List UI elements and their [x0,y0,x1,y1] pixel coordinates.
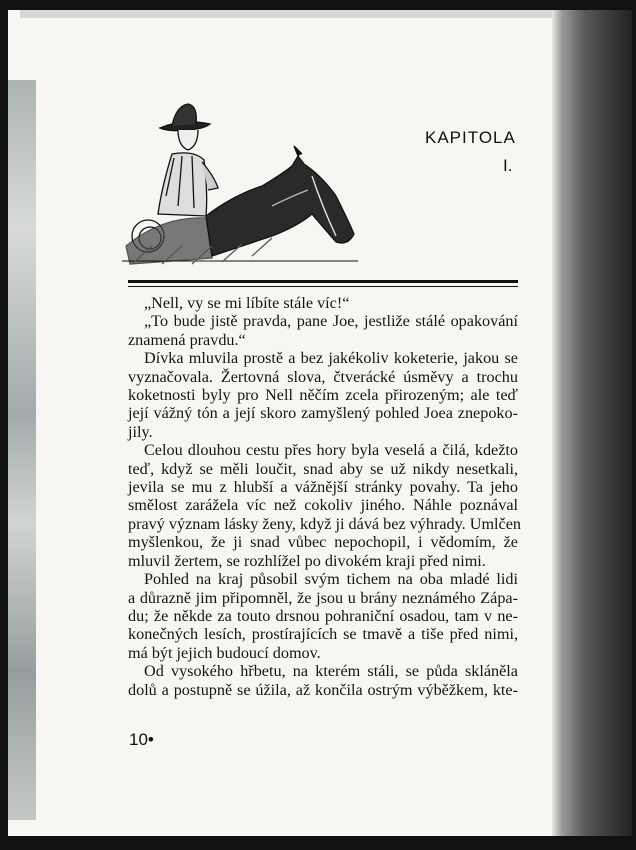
text-line: má být jejich budoucí domov. [128,643,321,662]
chapter-heading: KAPITOLA [425,128,516,147]
page-top-edge [20,10,560,18]
text-line: teď, když se měli loučit, snad aby se už nikdy nesetkali, [128,459,518,478]
cowboy-on-horse-illustration [122,96,362,273]
text-line: smělost zarážela víc než cokoliv jiného. Náhle poznával [128,496,518,515]
text-line: dolů a postupně se úžila, až končila ostrým výběžkem, kte- [128,680,518,699]
book-spine-shadow [552,10,632,836]
text-line: jevila se mu z hlubší a vážnější stránky povahy. Ta jeho [128,478,518,497]
chapter-rule-thick [128,280,518,283]
text-line: „To bude jistě pravda, pane Joe, jestliže stálé opakování [144,312,518,331]
text-line: vyznačovala. Žertovná slova, čtverácké úsměvy a trochu [128,367,518,386]
page-number: 10• [129,730,154,749]
text-line: jily. [128,422,153,441]
text-line: její vážný tón a její skoro zamyšlený pohled Joea znepoko- [128,404,518,423]
chapter-text [128,294,522,699]
text-line: konečných lesích, prostírajících se tmavě a tiše před nimi, [128,625,518,644]
text-line: Dívka mluvila prostě a bez jakékoliv koketerie, jakou se [144,349,518,368]
text-line: Pohled na kraj působil svým tichem na oba mladé lidi [144,570,518,589]
text-line: pravý význam lásky ženy, když ji dává bez výhrady. Umlčen [128,514,522,533]
text-line: myšlenkou, že ji snad vůbec nepochopil, i vědomím, že [128,533,518,552]
chapter-number: I. [503,156,513,175]
text-line: Od vysokého hřbetu, na kterém stáli, se půda skláněla [144,662,518,681]
left-page-edge [8,80,36,820]
text-line: a důrazně jim připomněl, že jsou u brány neznámého Zápa- [128,588,518,607]
text-line: znamená pravdu.“ [128,330,246,349]
text-line: koketnosti byly pro Nell něčím zcela přirozeným; ale teď [128,386,518,405]
chapter-rule-thin [128,286,518,287]
text-line: mluvil žertem, se rozhlížel po divokém kraji před nimi. [128,551,486,570]
text-line: Celou dlouhou cestu přes hory byla veselá a čilá, kdežto [144,441,518,460]
text-line: du; že někde za touto drsnou pohraniční osadou, tam v ne- [128,606,518,625]
text-line: „Nell, vy se mi líbíte stále víc!“ [144,294,350,312]
